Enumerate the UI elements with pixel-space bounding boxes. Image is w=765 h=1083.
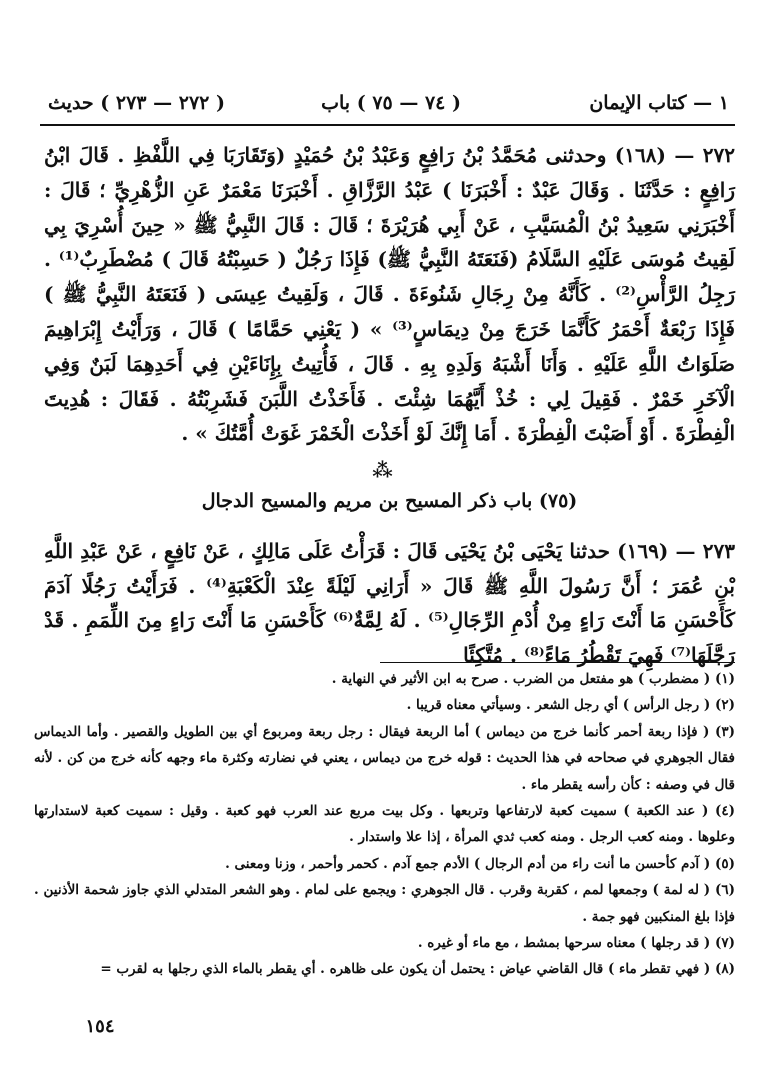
chapter-heading: (٧٥) باب ذكر المسيح بن مريم والمسيح الدجال — [201, 490, 578, 512]
footnote-4: (٤) ( عند الكعبة ) سميت كعبة لارتفاعها وتربعها . وكل بيت مربع عند العرب فهو كعبة . وقيل : سميت كعبة لاستدارتها وعلوها . ومنه كعب الرجل . ومنه كعب ثدي المرأة ، إذا علا واستدار . — [34, 803, 735, 846]
page-number: ١٥٤ — [85, 1016, 115, 1037]
footnote-1: (١) ( مضطرب ) هو مفتعل من الضرب . صرح به ابن الأثير في النهاية . — [331, 671, 735, 687]
hadith-272-text: ٢٧٢ — (١٦٨) وحدثنى مُحَمَّدُ بْنُ رَافِعٍ وَعَبْدُ بْنُ حُمَيْدٍ (وَتَقَارَبَا فِي اللَّفْظِ . قَالَ ابْنُ رَافِعٍ : حَدَّثَنَا . وَقَالَ عَبْدٌ : أَخْبَرَنَا ) عَبْدُ الرَّزَّاقِ . أَخْبَرَنَا مَعْمَرٌ عَنِ الزُّهْرِيِّ ؛ قَالَ : أَخْبَرَنِي سَعِيدُ بْنُ الْمُسَيَّبِ ، عَنْ أَبِي هُرَيْرَةَ ؛ قَالَ : قَالَ النَّبِيُّ ﷺ « حِينَ أُسْرِيَ بِي لَقِيتُ مُوسَى عَلَيْهِ السَّلَامُ (فَنَعَتَهُ النَّبِيُّ ﷺ) فَإِذَا رَجُلٌ ( حَسِبْتُهُ قَالَ ) مُضْطَرِبٌ⁽¹⁾ . رَجِلُ الرَّأْسِ⁽²⁾ . كَأَنَّهُ مِنْ رِجَالِ شَنُوءَةَ . قَالَ ، وَلَقِيتُ عِيسَى ( فَنَعَتَهُ النَّبِيُّ ﷺ ) فَإِذَا رَبْعَةٌ أَحْمَرُ كَأَنَّمَا خَرَجَ مِنْ دِيمَاسٍ⁽³⁾ » ( يَعْنِي حَمَّامًا ) قَالَ ، وَرَأَيْتُ إِبْرَاهِيمَ صَلَوَاتُ اللَّهِ عَلَيْهِ . وَأَنَا أَشْبَهُ وَلَدِهِ بِهِ . قَالَ ، فَأُتِيتُ بِإِنَاءَيْنِ فِي أَحَدِهِمَا لَبَنٌ وَفِي الْآخَرِ خَمْرٌ . فَقِيلَ لِي : خُذْ أَيَّهُمَا شِئْتَ . فَأَخَذْتُ اللَّبَنَ فَشَرِبْتُهُ . فَقَالَ : هُدِيتَ الْفِطْرَةَ . أَوْ أَصَبْتَ الْفِطْرَةَ . أَمَا إِنَّكَ لَوْ أَخَذْتَ الْخَمْرَ غَوَتْ أُمَّتُكَ » . — [44, 143, 736, 446]
book-section-label: ١ — كتاب الإيمان — [589, 92, 729, 114]
footnote-rule — [380, 662, 735, 663]
hadith-273-text: ٢٧٣ — (١٦٩) حدثنا يَحْيَى بْنُ يَحْيَى قَالَ : قَرَأْتُ عَلَى مَالِكٍ ، عَنْ نَافِعٍ ، عَنْ عَبْدِ اللَّهِ بْنِ عُمَرَ ؛ أَنَّ رَسُولَ اللَّهِ ﷺ قَالَ « أَرَانِي لَيْلَةً عِنْدَ الْكَعْبَةِ⁽⁴⁾ . فَرَأَيْتُ رَجُلًا آدَمَ كَأَحْسَنِ مَا أَنْتَ رَاءٍ مِنْ أُدْمِ الرِّجَالِ⁽⁵⁾ . لَهُ لِمَّةٌ⁽⁶⁾ كَأَحْسَنِ مَا أَنْتَ رَاءٍ مِنَ اللِّمَمِ . قَدْ رَجَّلَهَا⁽⁷⁾ فَهِيَ تَقْطُرُ مَاءً⁽⁸⁾ . مُتَّكِئًا — [44, 539, 735, 667]
footnote-7: (٧) ( قد رجلها ) معناه سرحها بمشط ، مع ماء أو غيره . — [417, 935, 735, 952]
hadith-272-block — [44, 138, 735, 451]
running-header — [40, 88, 737, 122]
footnote-8: (٨) ( فهي تقطر ماء ) قال القاضي عياض : يحتمل أن يكون على ظاهره . أي يقطر بالماء الذي رجلها به لقرب = — [100, 961, 735, 978]
hadith-273-block — [44, 534, 735, 672]
footnote-2: (٢) ( رجل الرأس ) أي رجل الشعر . وسيأتي معناه قريبا . — [406, 697, 735, 714]
footnote-5: (٥) ( آدم كأحسن ما أنت راء من أدم الرجال ) الأدم جمع آدم . كحمر وأحمر ، وزنا ومعنى . — [225, 855, 735, 872]
section-separator: ⁂ — [372, 458, 393, 482]
hadith-range-label: ( ٢٧٢ — ٢٧٣ ) حديث — [48, 92, 225, 114]
footnote-6: (٦) ( له لمة ) وجمعها لمم ، كقربة وقرب . قال الجوهري : ويجمع على لمام . وهو الشعر المتدلي الذي جاوز شحمة الأذنين . فإذا بلغ المنكبين فهو جمة . — [34, 882, 735, 925]
footnote-3: (٣) ( فإذا ربعة أحمر كأنما خرج من ديماس ) أما الربعة فيقال : رجل ربعة ومربوع أي بين الطويل والقصير . وأما الديماس فقال الجوهري في صحاحه في هذا الحديث : قوله خرج من ديماس ، يعني في نضارته وكثرة ماء وجهه كأنه خرج من كن . لأنه قال في وصفه : كأن رأسه يقطر ماء . — [34, 723, 735, 793]
bab-range-label: ( ٧٤ — ٧٥ ) باب — [321, 92, 461, 114]
footnotes — [34, 666, 735, 983]
header-rule — [40, 124, 735, 126]
